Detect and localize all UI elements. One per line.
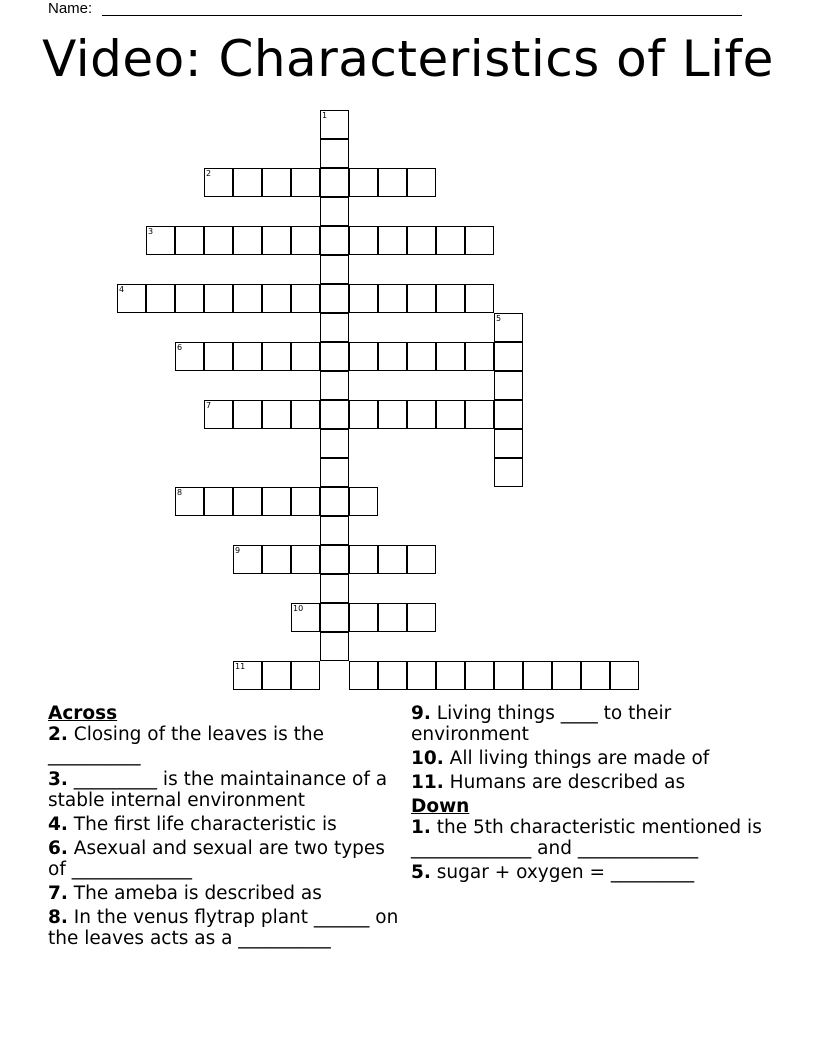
crossword-cell[interactable] — [349, 603, 378, 632]
crossword-cell[interactable] — [233, 487, 262, 516]
crossword-cell[interactable] — [349, 661, 378, 690]
crossword-cell[interactable] — [320, 371, 349, 400]
crossword-cell[interactable] — [204, 400, 233, 429]
clue-text: _________ is the maintainance of a stable internal environment — [48, 769, 388, 811]
crossword-cell[interactable] — [407, 168, 436, 197]
crossword-cell[interactable] — [378, 168, 407, 197]
crossword-cell[interactable] — [146, 284, 175, 313]
crossword-cell[interactable] — [378, 400, 407, 429]
crossword-cell[interactable] — [407, 226, 436, 255]
clue-text: The ameba is described as — [73, 883, 322, 904]
crossword-cell[interactable] — [233, 168, 262, 197]
crossword-cell[interactable] — [436, 226, 465, 255]
crossword-cell[interactable] — [262, 487, 291, 516]
down-clue-1 — [411, 817, 766, 859]
clue-text: Asexual and sexual are two types of _____________ — [48, 838, 385, 880]
crossword-cell[interactable] — [349, 545, 378, 574]
crossword-cell[interactable] — [320, 313, 349, 342]
crossword-cell[interactable] — [610, 661, 639, 690]
crossword-cell[interactable] — [233, 226, 262, 255]
crossword-cell[interactable] — [494, 400, 523, 429]
crossword-cell[interactable] — [291, 603, 320, 632]
crossword-cell[interactable] — [407, 400, 436, 429]
crossword-cell[interactable] — [233, 400, 262, 429]
crossword-cell[interactable] — [204, 342, 233, 371]
clue-text: sugar + oxygen = _________ — [436, 862, 695, 883]
down-clue-5 — [411, 862, 766, 883]
across-clue-8 — [48, 907, 403, 949]
clue-number: 2. — [48, 724, 68, 745]
crossword-cell[interactable] — [233, 342, 262, 371]
crossword-cell[interactable] — [494, 458, 523, 487]
crossword-cell[interactable] — [494, 661, 523, 690]
clue-number: 4. — [48, 814, 68, 835]
crossword-cell[interactable] — [204, 487, 233, 516]
clue-number: 6. — [48, 838, 68, 859]
crossword-cell[interactable] — [320, 603, 349, 632]
clue-number-label: 10 — [293, 604, 304, 613]
crossword-cell[interactable] — [175, 487, 204, 516]
clue-number-label: 2 — [206, 169, 212, 178]
across-clue-6 — [48, 838, 403, 880]
crossword-cell[interactable] — [378, 603, 407, 632]
crossword-cell[interactable] — [175, 342, 204, 371]
crossword-cell[interactable] — [465, 342, 494, 371]
crossword-cell[interactable] — [320, 429, 349, 458]
crossword-cell[interactable] — [436, 284, 465, 313]
crossword-cell[interactable] — [436, 342, 465, 371]
clue-number-label: 3 — [148, 227, 154, 236]
clue-number: 8. — [48, 907, 68, 928]
crossword-cell[interactable] — [320, 400, 349, 429]
clue-number: 7. — [48, 883, 68, 904]
crossword-cell[interactable] — [378, 284, 407, 313]
crossword-cell[interactable] — [262, 342, 291, 371]
crossword-cell[interactable] — [407, 661, 436, 690]
crossword-cell[interactable] — [262, 226, 291, 255]
crossword-cell[interactable] — [320, 516, 349, 545]
clue-number: 11. — [411, 772, 444, 793]
crossword-cell[interactable] — [233, 545, 262, 574]
crossword-cell[interactable] — [291, 487, 320, 516]
crossword-cell[interactable] — [262, 168, 291, 197]
crossword-cell[interactable] — [320, 226, 349, 255]
crossword-cell[interactable] — [349, 226, 378, 255]
crossword-cell[interactable] — [494, 429, 523, 458]
crossword-cell[interactable] — [494, 342, 523, 371]
crossword-cell[interactable] — [320, 574, 349, 603]
crossword-cell[interactable] — [465, 226, 494, 255]
crossword-cell[interactable] — [117, 284, 146, 313]
crossword-cell[interactable] — [291, 400, 320, 429]
across-clue-4 — [48, 814, 403, 835]
clue-text: Living things ____ to their environment — [411, 703, 672, 745]
crossword-cell[interactable] — [320, 255, 349, 284]
crossword-cell[interactable] — [291, 226, 320, 255]
crossword-cell[interactable] — [262, 661, 291, 690]
clue-text: The first life characteristic is — [73, 814, 337, 835]
across-clue-9 — [411, 703, 766, 745]
crossword-cell[interactable] — [407, 545, 436, 574]
clue-number-label: 1 — [322, 111, 328, 120]
crossword-cell[interactable] — [291, 168, 320, 197]
crossword-cell[interactable] — [349, 342, 378, 371]
crossword-cell[interactable] — [320, 284, 349, 313]
clue-text: In the venus flytrap plant ______ on the leaves acts as a __________ — [48, 907, 399, 949]
crossword-cell[interactable] — [378, 661, 407, 690]
clue-number-label: 9 — [235, 546, 241, 555]
crossword-cell[interactable] — [291, 284, 320, 313]
crossword-cell[interactable] — [552, 661, 581, 690]
crossword-cell[interactable] — [146, 226, 175, 255]
crossword-cell[interactable] — [291, 545, 320, 574]
clue-number: 10. — [411, 748, 444, 769]
clue-text: All living things are made of — [449, 748, 710, 769]
crossword-cell[interactable] — [233, 284, 262, 313]
across-clue-2 — [48, 724, 403, 766]
clue-number: 1. — [411, 817, 431, 838]
crossword-cell[interactable] — [407, 284, 436, 313]
crossword-cell[interactable] — [320, 168, 349, 197]
clue-number-label: 7 — [206, 401, 212, 410]
crossword-cell[interactable] — [320, 139, 349, 168]
crossword-cell[interactable] — [349, 487, 378, 516]
crossword-cell[interactable] — [320, 458, 349, 487]
crossword-cell[interactable] — [233, 661, 262, 690]
clue-number: 9. — [411, 703, 431, 724]
crossword-cell[interactable] — [262, 400, 291, 429]
crossword-cell[interactable] — [320, 632, 349, 661]
crossword-cell[interactable] — [349, 168, 378, 197]
crossword-cell[interactable] — [465, 400, 494, 429]
clue-number: 5. — [411, 862, 431, 883]
crossword-cell[interactable] — [204, 226, 233, 255]
crossword-cell[interactable] — [349, 284, 378, 313]
down-heading: Down — [411, 796, 470, 817]
crossword-cell[interactable] — [320, 197, 349, 226]
clues-right-column — [411, 703, 766, 886]
crossword-cell[interactable] — [204, 284, 233, 313]
name-label: Name: — [48, 0, 93, 17]
clue-text: Closing of the leaves is the __________ — [48, 724, 324, 766]
clue-text: Humans are described as — [449, 772, 686, 793]
across-clue-7 — [48, 883, 403, 904]
crossword-cell[interactable] — [262, 545, 291, 574]
crossword-cell[interactable] — [523, 661, 552, 690]
clue-number: 3. — [48, 769, 68, 790]
crossword-cell[interactable] — [581, 661, 610, 690]
crossword-cell[interactable] — [175, 284, 204, 313]
across-clue-3 — [48, 769, 403, 811]
crossword-cell[interactable] — [465, 284, 494, 313]
crossword-cell[interactable] — [494, 313, 523, 342]
across-clue-10 — [411, 748, 766, 769]
crossword-cell[interactable] — [320, 342, 349, 371]
crossword-cell[interactable] — [204, 168, 233, 197]
crossword-cell[interactable] — [436, 400, 465, 429]
clues-left-column — [48, 703, 403, 952]
crossword-cell[interactable] — [465, 661, 494, 690]
crossword-cell[interactable] — [320, 110, 349, 139]
crossword-cell[interactable] — [320, 545, 349, 574]
crossword-cell[interactable] — [349, 400, 378, 429]
crossword-cell[interactable] — [262, 284, 291, 313]
clue-number-label: 11 — [235, 662, 246, 671]
clue-number-label: 8 — [177, 488, 183, 497]
crossword-cell[interactable] — [378, 545, 407, 574]
crossword-cell[interactable] — [291, 661, 320, 690]
clue-text: the 5th characteristic mentioned is _____________ and _____________ — [411, 817, 762, 859]
crossword-cell[interactable] — [320, 487, 349, 516]
crossword-cell[interactable] — [291, 342, 320, 371]
crossword-cell[interactable] — [436, 661, 465, 690]
across-clue-11 — [411, 772, 766, 793]
crossword-cell[interactable] — [175, 226, 204, 255]
across-heading: Across — [48, 703, 118, 724]
crossword-cell[interactable] — [378, 226, 407, 255]
page-title: Video: Characteristics of Life — [42, 30, 774, 88]
crossword-cell[interactable] — [407, 603, 436, 632]
crossword-cell[interactable] — [378, 342, 407, 371]
clue-number-label: 6 — [177, 343, 183, 352]
crossword-cell[interactable] — [407, 342, 436, 371]
clue-number-label: 5 — [496, 314, 502, 323]
clue-number-label: 4 — [119, 285, 125, 294]
crossword-cell[interactable] — [494, 371, 523, 400]
